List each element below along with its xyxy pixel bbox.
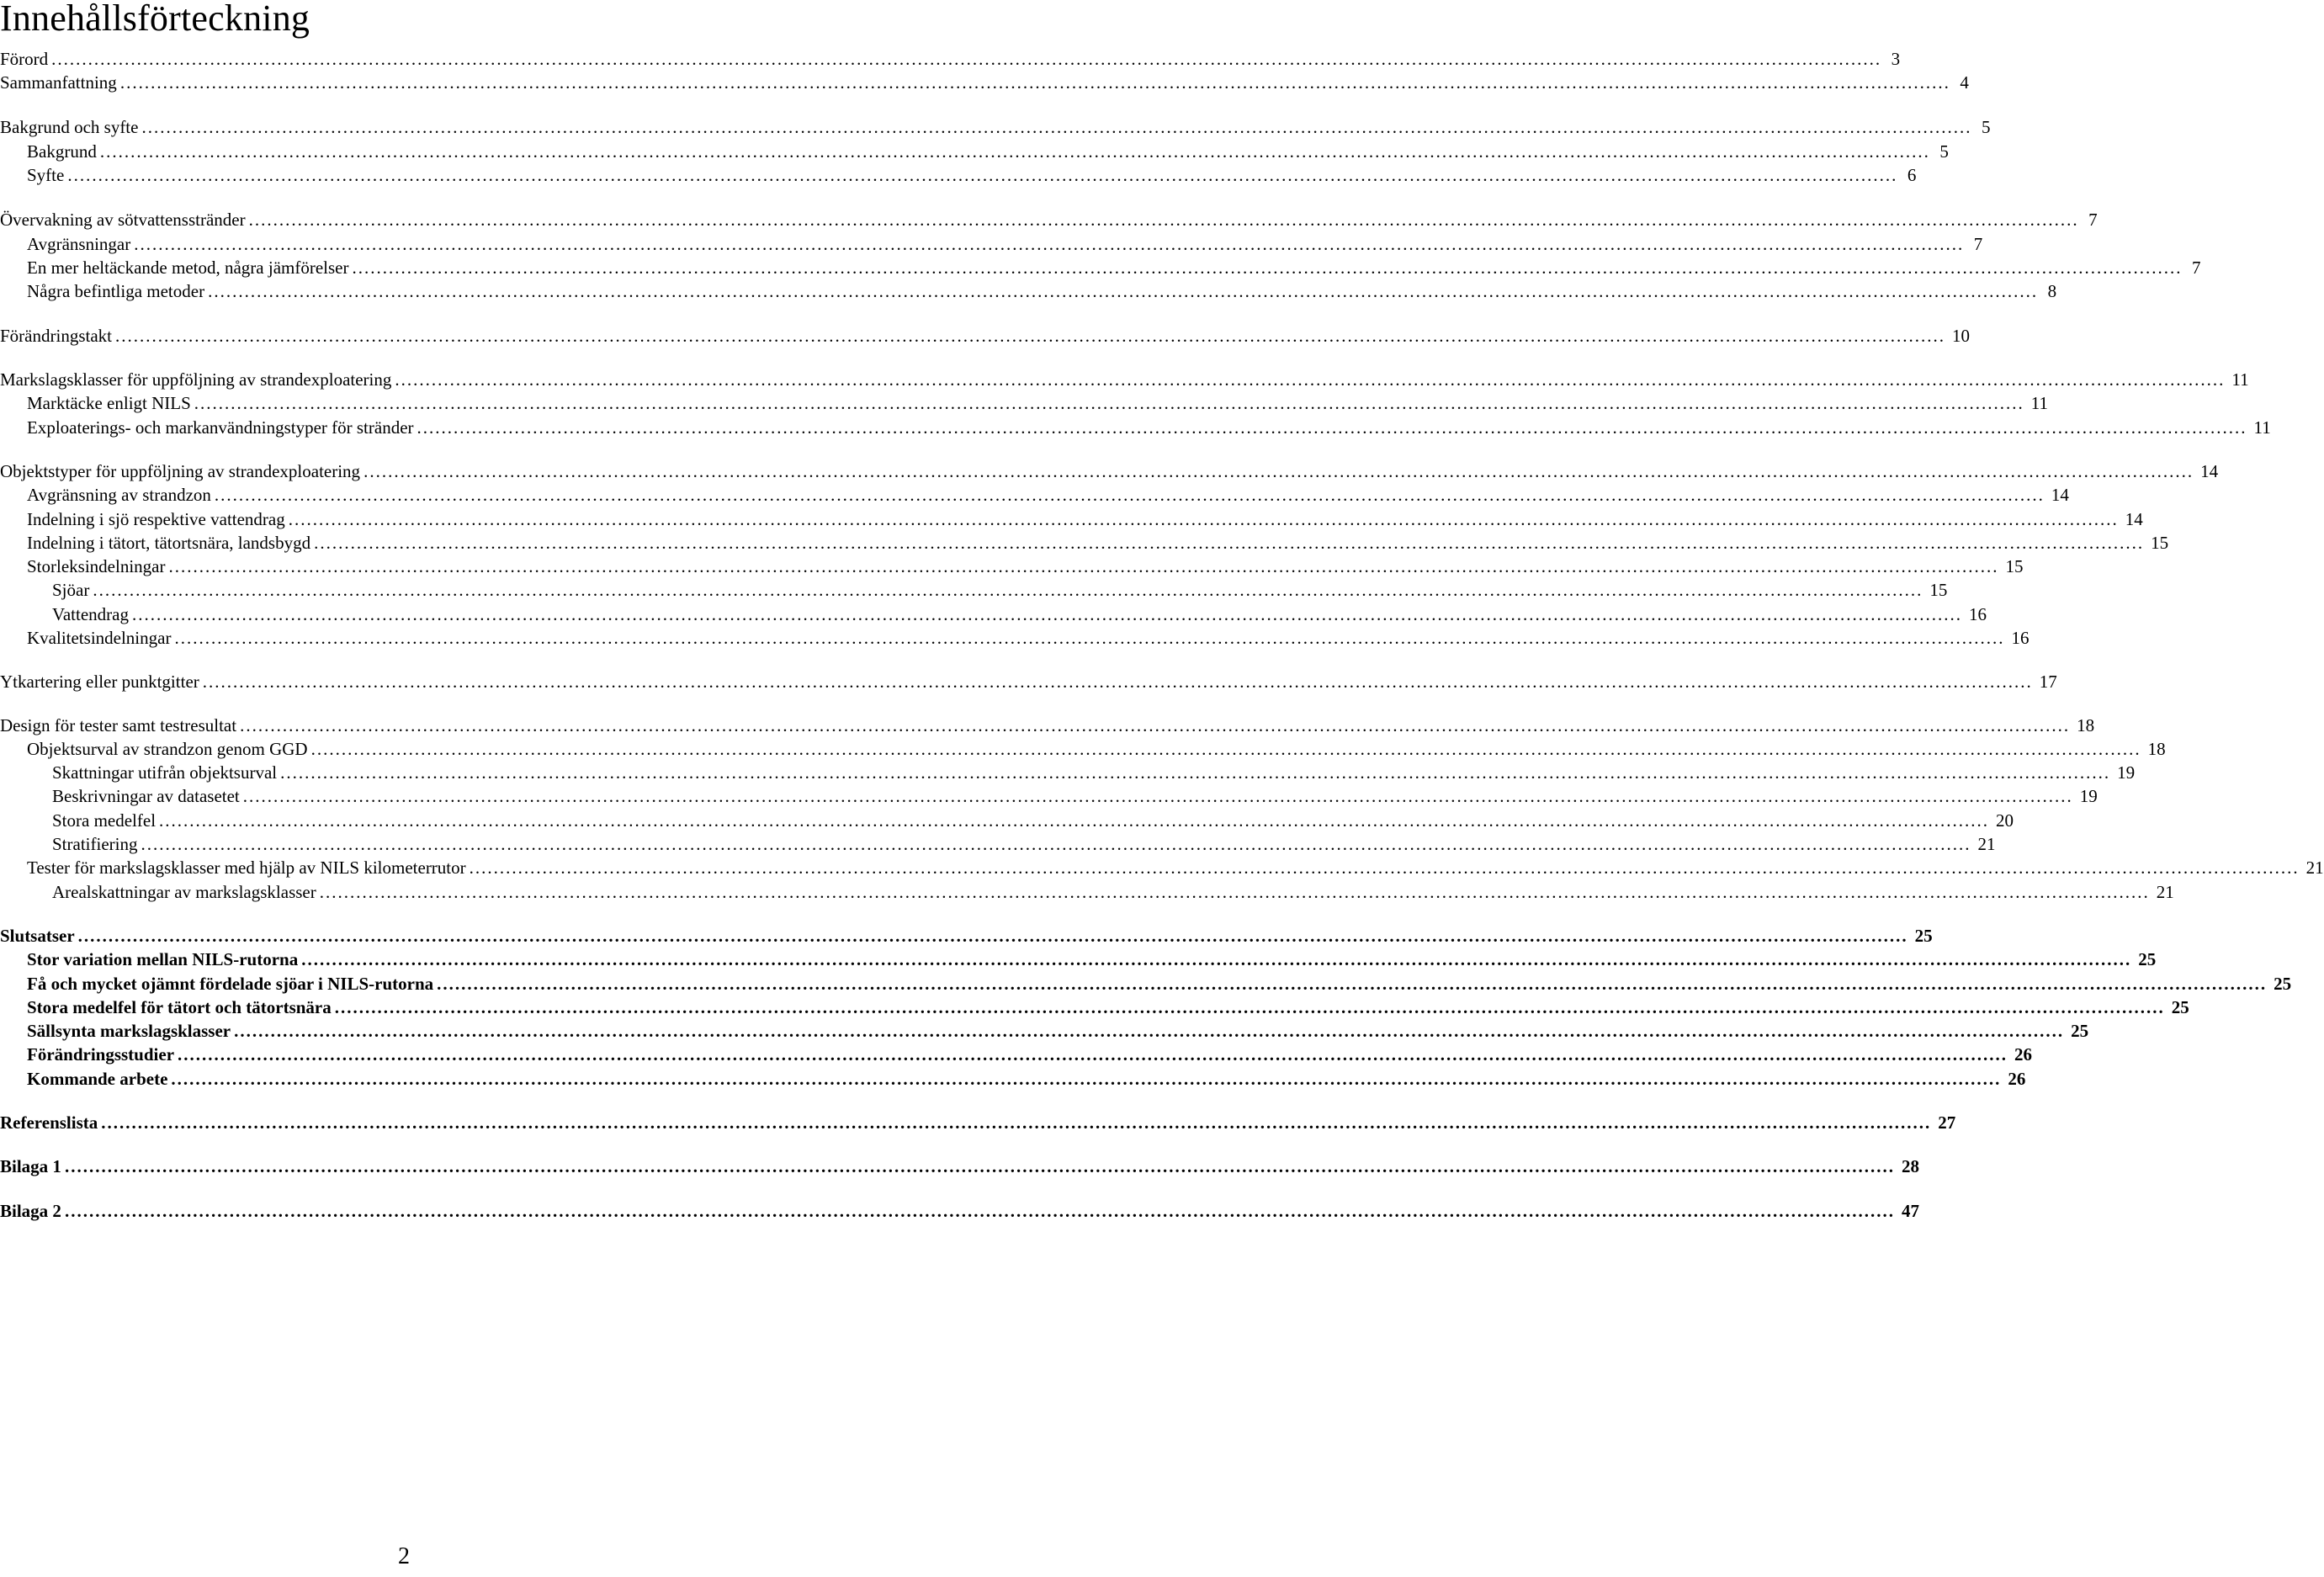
toc-entry-label: Referenslista [0, 1112, 98, 1133]
toc-entry[interactable] [0, 529, 2169, 553]
toc-entry-page: 14 [2125, 509, 2143, 529]
toc-dot-leader: ............................................................................................................................................................................................................................................................................................................ [171, 1069, 2002, 1089]
toc-entry-label: Stora medelfel för tätort och tätortsnära [27, 997, 332, 1017]
toc-entry-label: Objektsurval av strandzon genom GGD [27, 739, 308, 759]
toc-entry[interactable] [0, 231, 1983, 254]
toc-entry[interactable] [0, 922, 1933, 946]
toc-entry-page: 11 [2030, 393, 2049, 413]
toc-dot-leader: ............................................................................................................................................................................................................................................................................................................ [134, 234, 1965, 254]
toc-dot-leader: ............................................................................................................................................................................................................................................................................................................ [208, 281, 2039, 301]
toc-entry[interactable] [0, 970, 2292, 994]
toc-entry-label: Stratifiering [52, 834, 138, 854]
toc-entry-label: Indelning i tätort, tätortsnära, landsbygd [27, 533, 311, 553]
toc-dot-leader: ............................................................................................................................................................................................................................................................................................................ [240, 715, 2071, 735]
toc-entry-page: 15 [2151, 533, 2169, 553]
toc-dot-leader: ............................................................................................................................................................................................................................................................................................................ [214, 485, 2045, 505]
toc-entry-label: Slutsatser [0, 926, 75, 946]
toc-entry-page: 7 [2192, 258, 2201, 278]
toc-entry-label: Vattendrag [52, 604, 129, 624]
toc-entry-page: 26 [2014, 1044, 2033, 1065]
page-number: 2 [398, 1543, 410, 1569]
toc-entry[interactable] [0, 254, 2201, 278]
toc-entry[interactable] [0, 831, 1996, 854]
toc-entry-label: Exploaterings- och markanvändningstyper för stränder [27, 417, 414, 438]
toc-entry-page: 14 [2051, 485, 2069, 505]
toc-entry-label: Kvalitetsindelningar [27, 628, 172, 648]
toc-entry-label: Marktäcke enligt NILS [27, 393, 191, 413]
toc-entry-page: 25 [2138, 949, 2157, 969]
toc-entry-page: 16 [2011, 628, 2030, 648]
toc-entry-label: Sjöar [52, 580, 90, 600]
toc-entry[interactable] [0, 390, 2049, 413]
toc-dot-leader: ............................................................................................................................................................................................................................................................................................................ [437, 974, 2268, 994]
toc-entry-label: Avgränsningar [27, 234, 131, 254]
toc-entry-label: Bakgrund [27, 141, 97, 162]
toc-entry[interactable] [0, 759, 2136, 783]
toc-entry-page: 27 [1938, 1112, 1956, 1133]
toc-dot-leader: ............................................................................................................................................................................................................................................................................................................ [178, 1044, 2008, 1065]
toc-entry-page: 14 [2200, 461, 2219, 481]
toc-entry[interactable] [0, 1197, 1919, 1221]
toc-entry[interactable] [0, 69, 1969, 93]
toc-dot-leader: ............................................................................................................................................................................................................................................................................................................ [310, 739, 2141, 759]
toc-entry[interactable] [0, 1017, 2089, 1041]
toc-entry-label: Övervakning av sötvattensstränder [0, 210, 246, 230]
toc-dot-leader: ............................................................................................................................................................................................................................................................................................................ [234, 1021, 2065, 1041]
toc-entry[interactable] [0, 458, 2219, 481]
toc-entry[interactable] [0, 783, 2098, 806]
toc-entry[interactable] [0, 668, 2057, 692]
toc-entry-page: 11 [2253, 417, 2271, 438]
toc-entry[interactable] [0, 946, 2157, 969]
toc-entry-page: 19 [2079, 786, 2098, 806]
toc-entry-page: 6 [1907, 165, 1917, 185]
toc-entry[interactable] [0, 366, 2249, 390]
toc-entry-page: 20 [1996, 810, 2014, 831]
toc-entry-page: 26 [2008, 1069, 2026, 1089]
toc-dot-leader: ............................................................................................................................................................................................................................................................................................................ [64, 1201, 1895, 1221]
toc-dot-leader: ............................................................................................................................................................................................................................................................................................................ [159, 810, 1990, 831]
toc-entry-label: Förändringstakt [0, 326, 112, 346]
toc-entry-page: 18 [2147, 739, 2166, 759]
toc-entry-label: Design för tester samt testresultat [0, 715, 237, 735]
toc-entry-label: Förord [0, 49, 49, 69]
toc-entry-label: Några befintliga metoder [27, 281, 205, 301]
toc-entry[interactable] [0, 712, 2095, 735]
toc-entry-label: Syfte [27, 165, 65, 185]
toc-dot-leader: ............................................................................................................................................................................................................................................................................................................ [101, 1112, 1932, 1133]
toc-dot-leader: ............................................................................................................................................................................................................................................................................................................ [99, 141, 1930, 162]
page-title: Innehållsförteckning [0, 0, 310, 39]
toc-dot-leader: ............................................................................................................................................................................................................................................................................................................ [417, 417, 2247, 438]
toc-entry[interactable] [0, 807, 2014, 831]
toc-entry-page: 28 [1901, 1156, 1919, 1176]
toc-entry-page: 25 [1914, 926, 1933, 946]
toc-entry[interactable] [0, 114, 1991, 137]
toc-entry[interactable] [0, 735, 2166, 759]
toc-entry-page: 5 [1939, 141, 1949, 162]
toc-entry-page: 16 [1968, 604, 1987, 624]
toc-dot-leader: ............................................................................................................................................................................................................................................................................................................ [174, 628, 2005, 648]
toc-dot-leader: ............................................................................................................................................................................................................................................................................................................ [280, 762, 2111, 783]
toc-entry-label: Storleksindelningar [27, 556, 166, 576]
toc-entry[interactable] [0, 624, 2030, 648]
toc-entry[interactable] [0, 1065, 2026, 1089]
toc-dot-leader: ............................................................................................................................................................................................................................................................................................................ [64, 1156, 1895, 1176]
toc-entry[interactable] [0, 994, 2189, 1017]
toc-dot-leader: ............................................................................................................................................................................................................................................................................................................ [314, 533, 2145, 553]
toc-entry-label: Tester för markslagsklasser med hjälp av NILS kilometerrutor [27, 858, 466, 878]
toc-entry-page: 21 [2305, 858, 2324, 878]
toc-dot-leader: ............................................................................................................................................................................................................................................................................................................ [248, 210, 2079, 230]
toc-entry-page: 15 [2005, 556, 2024, 576]
toc-entry-page: 4 [1960, 72, 1969, 93]
toc-entry[interactable] [0, 1109, 1956, 1133]
toc-entry[interactable] [0, 576, 1948, 600]
toc-dot-leader: ............................................................................................................................................................................................................................................................................................................ [319, 882, 2150, 902]
toc-entry-page: 19 [2117, 762, 2136, 783]
toc-entry[interactable] [0, 1153, 1919, 1176]
toc-entry-page: 7 [2088, 210, 2098, 230]
toc-entry-page: 11 [2231, 369, 2249, 390]
toc-dot-leader: ............................................................................................................................................................................................................................................................................................................ [67, 165, 1898, 185]
toc-dot-leader: ............................................................................................................................................................................................................................................................................................................ [202, 672, 2033, 692]
toc-entry-label: Ytkartering eller punktgitter [0, 672, 199, 692]
toc-entry-page: 25 [2274, 974, 2292, 994]
toc-dot-leader: ............................................................................................................................................................................................................................................................................................................ [395, 369, 2226, 390]
toc-entry-page: 21 [2156, 882, 2174, 902]
toc-dot-leader: ............................................................................................................................................................................................................................................................................................................ [119, 72, 1950, 93]
toc-dot-leader: ............................................................................................................................................................................................................................................................................................................ [168, 556, 1999, 576]
toc-entry[interactable] [0, 601, 1987, 624]
toc-dot-leader: ............................................................................................................................................................................................................................................................................................................ [93, 580, 1923, 600]
toc-entry-label: En mer heltäckande metod, några jämförelser [27, 258, 349, 278]
toc-entry-label: Avgränsning av strandzon [27, 485, 211, 505]
toc-dot-leader: ............................................................................................................................................................................................................................................................................................................ [363, 461, 2194, 481]
toc-entry[interactable] [0, 553, 2024, 576]
toc-dot-leader: ............................................................................................................................................................................................................................................................................................................ [242, 786, 2073, 806]
toc-entry-label: Förändringsstudier [27, 1044, 175, 1065]
toc-entry-label: Stor variation mellan NILS-rutorna [27, 949, 299, 969]
toc-entry[interactable] [0, 162, 1917, 185]
toc-entry[interactable] [0, 322, 1970, 346]
toc-entry-page: 17 [2039, 672, 2057, 692]
toc-entry-label: Bilaga 2 [0, 1201, 61, 1221]
toc-entry-page: 5 [1981, 117, 1991, 137]
toc-entry-label: Sällsynta markslagsklasser [27, 1021, 231, 1041]
toc-entry[interactable] [0, 414, 2271, 438]
toc-entry[interactable] [0, 206, 2098, 230]
toc-entry-label: Indelning i sjö respektive vattendrag [27, 509, 285, 529]
toc-entry-page: 7 [1973, 234, 1983, 254]
toc-dot-leader: ............................................................................................................................................................................................................................................................................................................ [288, 509, 2119, 529]
toc-entry[interactable] [0, 45, 1901, 69]
toc-entry-label: Få och mycket ojämnt fördelade sjöar i NILS-rutorna [27, 974, 434, 994]
toc-entry[interactable] [0, 506, 2143, 529]
toc-dot-leader: ............................................................................................................................................................................................................................................................................................................ [141, 834, 1971, 854]
toc-entry[interactable] [0, 481, 2069, 505]
toc-entry-page: 15 [1929, 580, 1948, 600]
toc-entry[interactable] [0, 879, 2174, 902]
toc-dot-leader: ............................................................................................................................................................................................................................................................................................................ [141, 117, 1972, 137]
toc-entry-page: 21 [1977, 834, 1996, 854]
toc-dot-leader: ............................................................................................................................................................................................................................................................................................................ [334, 997, 2165, 1017]
toc-entry-page: 25 [2171, 997, 2189, 1017]
toc-entry-label: Objektstyper för uppföljning av strandexploatering [0, 461, 361, 481]
toc-entry-label: Arealskattningar av markslagsklasser [52, 882, 316, 902]
toc-entry-label: Beskrivningar av datasetet [52, 786, 240, 806]
toc-dot-leader: ............................................................................................................................................................................................................................................................................................................ [469, 858, 2300, 878]
toc-entry[interactable] [0, 854, 2324, 878]
toc-entry[interactable] [0, 278, 2057, 301]
toc-entry-label: Bakgrund och syfte [0, 117, 139, 137]
toc-entry[interactable] [0, 138, 1949, 162]
toc-entry[interactable] [0, 1041, 2033, 1065]
toc-entry-page: 47 [1901, 1201, 1919, 1221]
toc-entry-page: 8 [2047, 281, 2057, 301]
toc-entry-label: Kommande arbete [27, 1069, 168, 1089]
toc-entry-label: Skattningar utifrån objektsurval [52, 762, 278, 783]
toc-entry-page: 25 [2071, 1021, 2089, 1041]
toc-entry-label: Stora medelfel [52, 810, 157, 831]
toc-entry-label: Markslagsklasser för uppföljning av strandexploatering [0, 369, 392, 390]
toc-entry-label: Sammanfattning [0, 72, 117, 93]
toc-dot-leader: ............................................................................................................................................................................................................................................................................................................ [51, 49, 1882, 69]
toc-dot-leader: ............................................................................................................................................................................................................................................................................................................ [301, 949, 2132, 969]
toc-dot-leader: ............................................................................................................................................................................................................................................................................................................ [77, 926, 1908, 946]
toc-entry-page: 18 [2077, 715, 2095, 735]
toc-dot-leader: ............................................................................................................................................................................................................................................................................................................ [194, 393, 2024, 413]
toc-entry-page: 3 [1891, 49, 1901, 69]
toc-dot-leader: ............................................................................................................................................................................................................................................................................................................ [131, 604, 1962, 624]
toc-dot-leader: ............................................................................................................................................................................................................................................................................................................ [352, 258, 2183, 278]
toc-entry-label: Bilaga 1 [0, 1156, 61, 1176]
toc-dot-leader: ............................................................................................................................................................................................................................................................................................................ [114, 326, 1945, 346]
toc-entry-page: 10 [1951, 326, 1970, 346]
